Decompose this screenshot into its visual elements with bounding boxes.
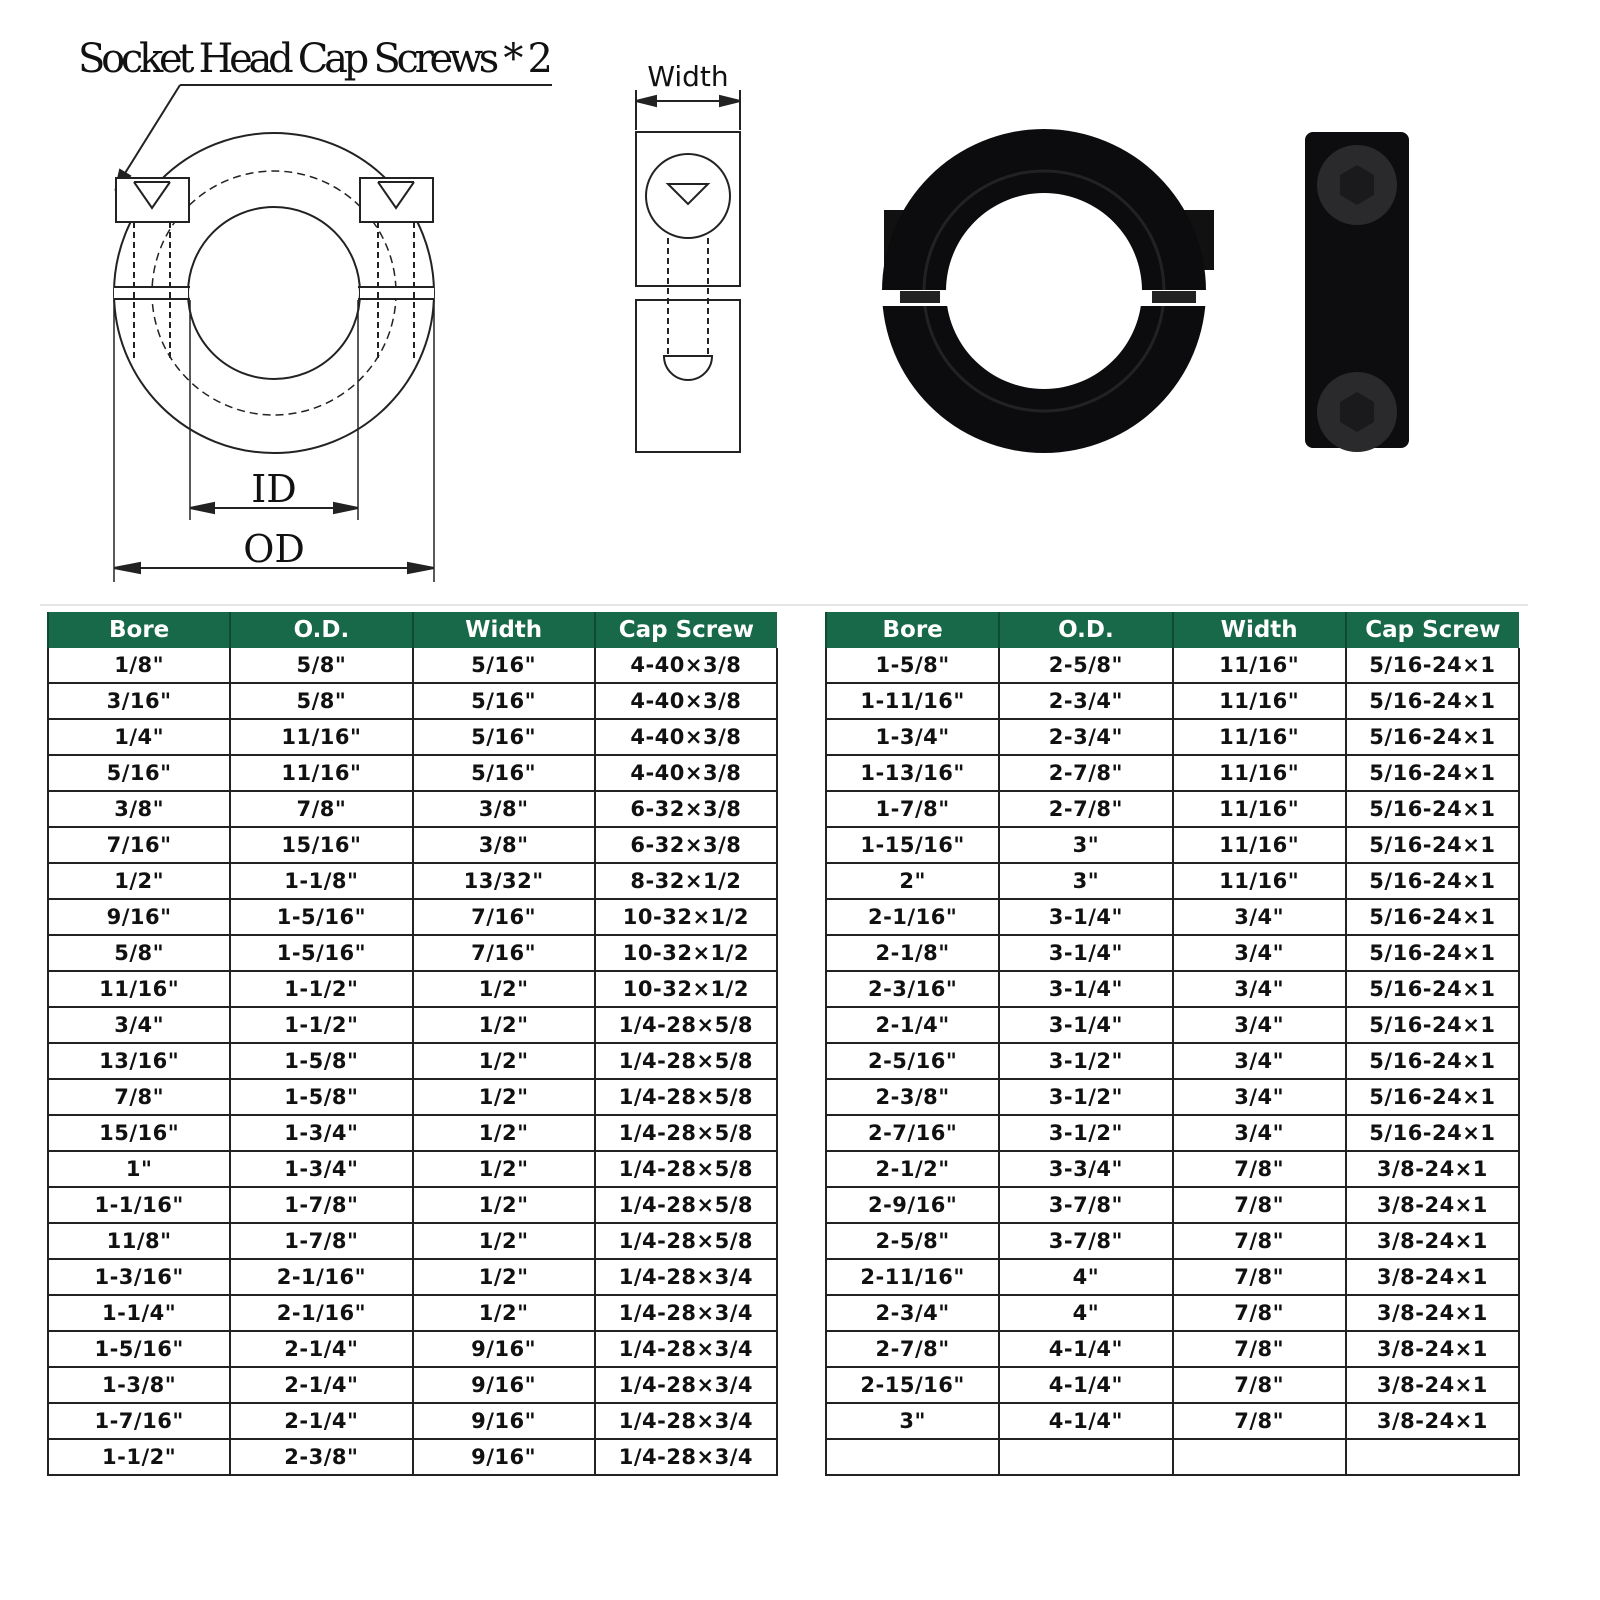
- cell-od: 3": [999, 827, 1172, 863]
- cell-od: 2-1/4": [230, 1367, 412, 1403]
- technical-drawings: [0, 0, 1600, 600]
- cell-cap-screw: 5/16-24×1: [1346, 1043, 1519, 1079]
- table-row: [48, 1223, 777, 1259]
- cell-cap-screw: 1/4-28×5/8: [595, 1043, 777, 1079]
- cell-width: 7/8": [1173, 1223, 1346, 1259]
- cell-bore: 1-15/16": [826, 827, 999, 863]
- cell-od: 2-3/4": [999, 683, 1172, 719]
- cell-od: 7/8": [230, 791, 412, 827]
- cell-od: 3-3/4": [999, 1151, 1172, 1187]
- cell-cap-screw: 3/8-24×1: [1346, 1151, 1519, 1187]
- cell-bore: 1": [48, 1151, 230, 1187]
- cell-od: [999, 1439, 1172, 1475]
- cell-od: 2-7/8": [999, 755, 1172, 791]
- cell-bore: [826, 1439, 999, 1475]
- table-row: [48, 1367, 777, 1403]
- cell-bore: 2-7/8": [826, 1331, 999, 1367]
- cell-od: 1-7/8": [230, 1187, 412, 1223]
- cell-cap-screw: 5/16-24×1: [1346, 1007, 1519, 1043]
- cell-cap-screw: 1/4-28×3/4: [595, 1439, 777, 1475]
- cell-cap-screw: 1/4-28×5/8: [595, 1187, 777, 1223]
- header-width: Width: [1173, 612, 1346, 648]
- cell-od: 15/16": [230, 827, 412, 863]
- collar-side-photo: [1305, 132, 1409, 452]
- cell-od: 2-1/4": [230, 1403, 412, 1439]
- size-table-left: [47, 612, 778, 1476]
- cell-width: 3/4": [1173, 935, 1346, 971]
- cell-bore: 1-11/16": [826, 683, 999, 719]
- table-header-row: [48, 612, 777, 648]
- cell-width: 3/8": [413, 827, 595, 863]
- cell-bore: 9/16": [48, 899, 230, 935]
- cell-cap-screw: 5/16-24×1: [1346, 648, 1519, 683]
- cell-cap-screw: 4-40×3/8: [595, 719, 777, 755]
- cell-cap-screw: 3/8-24×1: [1346, 1295, 1519, 1331]
- table-row: [826, 899, 1519, 935]
- cell-bore: 1-3/16": [48, 1259, 230, 1295]
- table-row: [826, 1043, 1519, 1079]
- cell-width: 1/2": [413, 1259, 595, 1295]
- table-row: [48, 1403, 777, 1439]
- cell-width: 1/2": [413, 1007, 595, 1043]
- cell-bore: 3/4": [48, 1007, 230, 1043]
- cell-cap-screw: 3/8-24×1: [1346, 1259, 1519, 1295]
- cell-od: 4-1/4": [999, 1403, 1172, 1439]
- cell-bore: 2-7/16": [826, 1115, 999, 1151]
- table-row: [48, 1295, 777, 1331]
- cell-bore: 2-3/16": [826, 971, 999, 1007]
- divider: [40, 604, 1528, 606]
- cell-cap-screw: 1/4-28×5/8: [595, 1079, 777, 1115]
- cell-width: 11/16": [1173, 791, 1346, 827]
- table-row: [826, 1115, 1519, 1151]
- cell-bore: 2-1/2": [826, 1151, 999, 1187]
- header-od: O.D.: [230, 612, 412, 648]
- cell-width: 1/2": [413, 1043, 595, 1079]
- table-row: [48, 1331, 777, 1367]
- cell-width: 9/16": [413, 1439, 595, 1475]
- cell-cap-screw: 6-32×3/8: [595, 791, 777, 827]
- cell-cap-screw: 3/8-24×1: [1346, 1403, 1519, 1439]
- cell-od: 1-5/8": [230, 1079, 412, 1115]
- cell-bore: 2-9/16": [826, 1187, 999, 1223]
- cell-width: 5/16": [413, 648, 595, 683]
- table-row: [826, 648, 1519, 683]
- cell-width: 1/2": [413, 1151, 595, 1187]
- cell-width: 1/2": [413, 1223, 595, 1259]
- cell-od: 2-1/4": [230, 1331, 412, 1367]
- cell-cap-screw: 3/8-24×1: [1346, 1223, 1519, 1259]
- table-row: [48, 1043, 777, 1079]
- table-row: [826, 1223, 1519, 1259]
- cell-width: 11/16": [1173, 719, 1346, 755]
- cell-od: 2-3/4": [999, 719, 1172, 755]
- cell-cap-screw: 5/16-24×1: [1346, 1079, 1519, 1115]
- table-row: [826, 863, 1519, 899]
- cell-od: 4-1/4": [999, 1367, 1172, 1403]
- cell-width: 3/4": [1173, 1079, 1346, 1115]
- cell-width: 7/8": [1173, 1259, 1346, 1295]
- cell-od: 3-1/2": [999, 1115, 1172, 1151]
- table-row: [48, 1439, 777, 1475]
- cell-width: 1/2": [413, 1295, 595, 1331]
- table-row: [826, 1367, 1519, 1403]
- cell-bore: 1-3/4": [826, 719, 999, 755]
- cell-bore: 7/16": [48, 827, 230, 863]
- width-label: Width: [647, 60, 729, 93]
- cell-cap-screw: 3/8-24×1: [1346, 1187, 1519, 1223]
- cell-cap-screw: 1/4-28×3/4: [595, 1295, 777, 1331]
- table-row: [826, 1259, 1519, 1295]
- cell-od: 3-1/4": [999, 971, 1172, 1007]
- header-cap-screw: Cap Screw: [1346, 612, 1519, 648]
- table-row: [48, 648, 777, 683]
- table-row: [48, 1079, 777, 1115]
- cell-cap-screw: 4-40×3/8: [595, 755, 777, 791]
- table-row: [826, 1151, 1519, 1187]
- cell-width: 7/8": [1173, 1295, 1346, 1331]
- cell-width: 7/8": [1173, 1187, 1346, 1223]
- table-row: [826, 1403, 1519, 1439]
- cell-bore: 5/16": [48, 755, 230, 791]
- cell-bore: 1-3/8": [48, 1367, 230, 1403]
- cell-bore: 5/8": [48, 935, 230, 971]
- header-cap-screw: Cap Screw: [595, 612, 777, 648]
- cell-width: 11/16": [1173, 863, 1346, 899]
- table-row: [48, 755, 777, 791]
- cell-cap-screw: 4-40×3/8: [595, 648, 777, 683]
- table-row: [48, 1007, 777, 1043]
- table-row: [826, 683, 1519, 719]
- cell-cap-screw: 6-32×3/8: [595, 827, 777, 863]
- table-row: [826, 935, 1519, 971]
- header-od: O.D.: [999, 612, 1172, 648]
- cell-bore: 11/8": [48, 1223, 230, 1259]
- cell-od: 3-1/2": [999, 1043, 1172, 1079]
- cell-width: 13/32": [413, 863, 595, 899]
- cell-cap-screw: 10-32×1/2: [595, 971, 777, 1007]
- cell-bore: 1-7/16": [48, 1403, 230, 1439]
- cell-od: 5/8": [230, 648, 412, 683]
- table-row: [826, 1079, 1519, 1115]
- cell-cap-screw: 1/4-28×3/4: [595, 1403, 777, 1439]
- table-row: [826, 1007, 1519, 1043]
- cell-od: 3-1/4": [999, 935, 1172, 971]
- cell-od: 4": [999, 1295, 1172, 1331]
- cell-cap-screw: 1/4-28×3/4: [595, 1259, 777, 1295]
- cell-od: 3-7/8": [999, 1223, 1172, 1259]
- cell-od: 11/16": [230, 755, 412, 791]
- cell-bore: 2-3/4": [826, 1295, 999, 1331]
- cell-od: 1-7/8": [230, 1223, 412, 1259]
- table-row: [48, 827, 777, 863]
- cell-od: 2-1/16": [230, 1259, 412, 1295]
- cell-bore: 2-3/8": [826, 1079, 999, 1115]
- cell-od: 2-5/8": [999, 648, 1172, 683]
- cell-od: 1-3/4": [230, 1151, 412, 1187]
- cell-od: 3-7/8": [999, 1187, 1172, 1223]
- od-label: OD: [243, 527, 305, 571]
- cell-bore: 1-1/4": [48, 1295, 230, 1331]
- cell-cap-screw: 4-40×3/8: [595, 683, 777, 719]
- cell-od: 1-5/16": [230, 899, 412, 935]
- cell-bore: 2-1/8": [826, 935, 999, 971]
- cell-bore: 1-1/16": [48, 1187, 230, 1223]
- cell-cap-screw: 5/16-24×1: [1346, 683, 1519, 719]
- cell-width: 11/16": [1173, 755, 1346, 791]
- cell-bore: 1-1/2": [48, 1439, 230, 1475]
- cell-od: 1-1/2": [230, 1007, 412, 1043]
- cell-od: 4-1/4": [999, 1331, 1172, 1367]
- cell-cap-screw: 5/16-24×1: [1346, 827, 1519, 863]
- table-row: [48, 791, 777, 827]
- cell-width: 7/8": [1173, 1367, 1346, 1403]
- table-row: [826, 791, 1519, 827]
- cell-cap-screw: [1346, 1439, 1519, 1475]
- header-width: Width: [413, 612, 595, 648]
- table-row: [826, 719, 1519, 755]
- cell-bore: 3": [826, 1403, 999, 1439]
- cell-bore: 15/16": [48, 1115, 230, 1151]
- cell-od: 4": [999, 1259, 1172, 1295]
- cell-od: 3": [999, 863, 1172, 899]
- cell-cap-screw: 3/8-24×1: [1346, 1367, 1519, 1403]
- cell-width: 7/8": [1173, 1331, 1346, 1367]
- cell-bore: 3/16": [48, 683, 230, 719]
- table-row: [48, 1259, 777, 1295]
- table-row: [48, 719, 777, 755]
- header-bore: Bore: [826, 612, 999, 648]
- cell-bore: 1/4": [48, 719, 230, 755]
- cell-od: 3-1/4": [999, 899, 1172, 935]
- cell-width: 11/16": [1173, 827, 1346, 863]
- cell-bore: 3/8": [48, 791, 230, 827]
- cell-cap-screw: 1/4-28×5/8: [595, 1151, 777, 1187]
- cell-od: 2-7/8": [999, 791, 1172, 827]
- table-row: [48, 683, 777, 719]
- cell-cap-screw: 5/16-24×1: [1346, 971, 1519, 1007]
- cell-width: 7/8": [1173, 1403, 1346, 1439]
- table-row: [48, 935, 777, 971]
- cell-bore: 1-5/8": [826, 648, 999, 683]
- table-row: [826, 1331, 1519, 1367]
- table-row: [48, 971, 777, 1007]
- cell-bore: 11/16": [48, 971, 230, 1007]
- cell-width: 1/2": [413, 1079, 595, 1115]
- cell-od: 5/8": [230, 683, 412, 719]
- cell-bore: 2-1/4": [826, 1007, 999, 1043]
- header-bore: Bore: [48, 612, 230, 648]
- table-row: [48, 1187, 777, 1223]
- cell-bore: 2-15/16": [826, 1367, 999, 1403]
- id-label: ID: [251, 467, 297, 511]
- cell-cap-screw: 5/16-24×1: [1346, 791, 1519, 827]
- cell-cap-screw: 5/16-24×1: [1346, 863, 1519, 899]
- cell-cap-screw: 5/16-24×1: [1346, 755, 1519, 791]
- cell-od: 1-3/4": [230, 1115, 412, 1151]
- table-header-row: [826, 612, 1519, 648]
- table-row: [48, 1115, 777, 1151]
- cell-od: 11/16": [230, 719, 412, 755]
- cell-width: 9/16": [413, 1331, 595, 1367]
- cell-od: 2-3/8": [230, 1439, 412, 1475]
- cell-cap-screw: 1/4-28×5/8: [595, 1223, 777, 1259]
- cell-width: 1/2": [413, 971, 595, 1007]
- cell-cap-screw: 1/4-28×3/4: [595, 1367, 777, 1403]
- cell-od: 1-5/8": [230, 1043, 412, 1079]
- cell-od: 3-1/2": [999, 1079, 1172, 1115]
- cell-width: 1/2": [413, 1187, 595, 1223]
- collar-front-view-drawing: [78, 36, 553, 582]
- cell-width: 7/16": [413, 935, 595, 971]
- cell-cap-screw: 1/4-28×5/8: [595, 1007, 777, 1043]
- cell-cap-screw: 5/16-24×1: [1346, 1115, 1519, 1151]
- cell-od: 3-1/4": [999, 1007, 1172, 1043]
- cell-od: 1-1/2": [230, 971, 412, 1007]
- cell-width: 3/8": [413, 791, 595, 827]
- cell-width: 5/16": [413, 755, 595, 791]
- table-row: [826, 971, 1519, 1007]
- table-row: [826, 755, 1519, 791]
- cell-cap-screw: 5/16-24×1: [1346, 719, 1519, 755]
- cell-width: 5/16": [413, 719, 595, 755]
- cell-width: 9/16": [413, 1367, 595, 1403]
- size-table-right: [825, 612, 1520, 1476]
- cell-width: 7/16": [413, 899, 595, 935]
- cell-width: [1173, 1439, 1346, 1475]
- cell-bore: 1/8": [48, 648, 230, 683]
- collar-side-view-drawing: [636, 60, 740, 452]
- cell-cap-screw: 10-32×1/2: [595, 935, 777, 971]
- cell-width: 7/8": [1173, 1151, 1346, 1187]
- cell-cap-screw: 1/4-28×5/8: [595, 1115, 777, 1151]
- cell-bore: 2-5/8": [826, 1223, 999, 1259]
- cell-od: 1-5/16": [230, 935, 412, 971]
- cell-bore: 1-5/16": [48, 1331, 230, 1367]
- table-row: [826, 1439, 1519, 1475]
- cell-bore: 2": [826, 863, 999, 899]
- cell-cap-screw: 5/16-24×1: [1346, 935, 1519, 971]
- cell-width: 5/16": [413, 683, 595, 719]
- cell-width: 3/4": [1173, 1007, 1346, 1043]
- table-row: [826, 1187, 1519, 1223]
- screws-label: Socket Head Cap Screws * 2: [78, 36, 553, 82]
- cell-width: 3/4": [1173, 899, 1346, 935]
- cell-width: 3/4": [1173, 1043, 1346, 1079]
- table-row: [826, 827, 1519, 863]
- cell-cap-screw: 10-32×1/2: [595, 899, 777, 935]
- cell-bore: 2-5/16": [826, 1043, 999, 1079]
- cell-width: 1/2": [413, 1115, 595, 1151]
- table-row: [48, 1151, 777, 1187]
- collar-front-photo: [870, 129, 1220, 453]
- cell-bore: 1/2": [48, 863, 230, 899]
- table-row: [48, 863, 777, 899]
- cell-cap-screw: 8-32×1/2: [595, 863, 777, 899]
- cell-bore: 1-13/16": [826, 755, 999, 791]
- table-row: [48, 899, 777, 935]
- cell-bore: 2-11/16": [826, 1259, 999, 1295]
- cell-bore: 13/16": [48, 1043, 230, 1079]
- cell-od: 2-1/16": [230, 1295, 412, 1331]
- cell-width: 3/4": [1173, 971, 1346, 1007]
- cell-width: 11/16": [1173, 683, 1346, 719]
- cell-bore: 7/8": [48, 1079, 230, 1115]
- cell-width: 3/4": [1173, 1115, 1346, 1151]
- cell-od: 1-1/8": [230, 863, 412, 899]
- cell-width: 9/16": [413, 1403, 595, 1439]
- cell-width: 11/16": [1173, 648, 1346, 683]
- cell-cap-screw: 3/8-24×1: [1346, 1331, 1519, 1367]
- cell-bore: 2-1/16": [826, 899, 999, 935]
- cell-cap-screw: 1/4-28×3/4: [595, 1331, 777, 1367]
- cell-bore: 1-7/8": [826, 791, 999, 827]
- table-row: [826, 1295, 1519, 1331]
- cell-cap-screw: 5/16-24×1: [1346, 899, 1519, 935]
